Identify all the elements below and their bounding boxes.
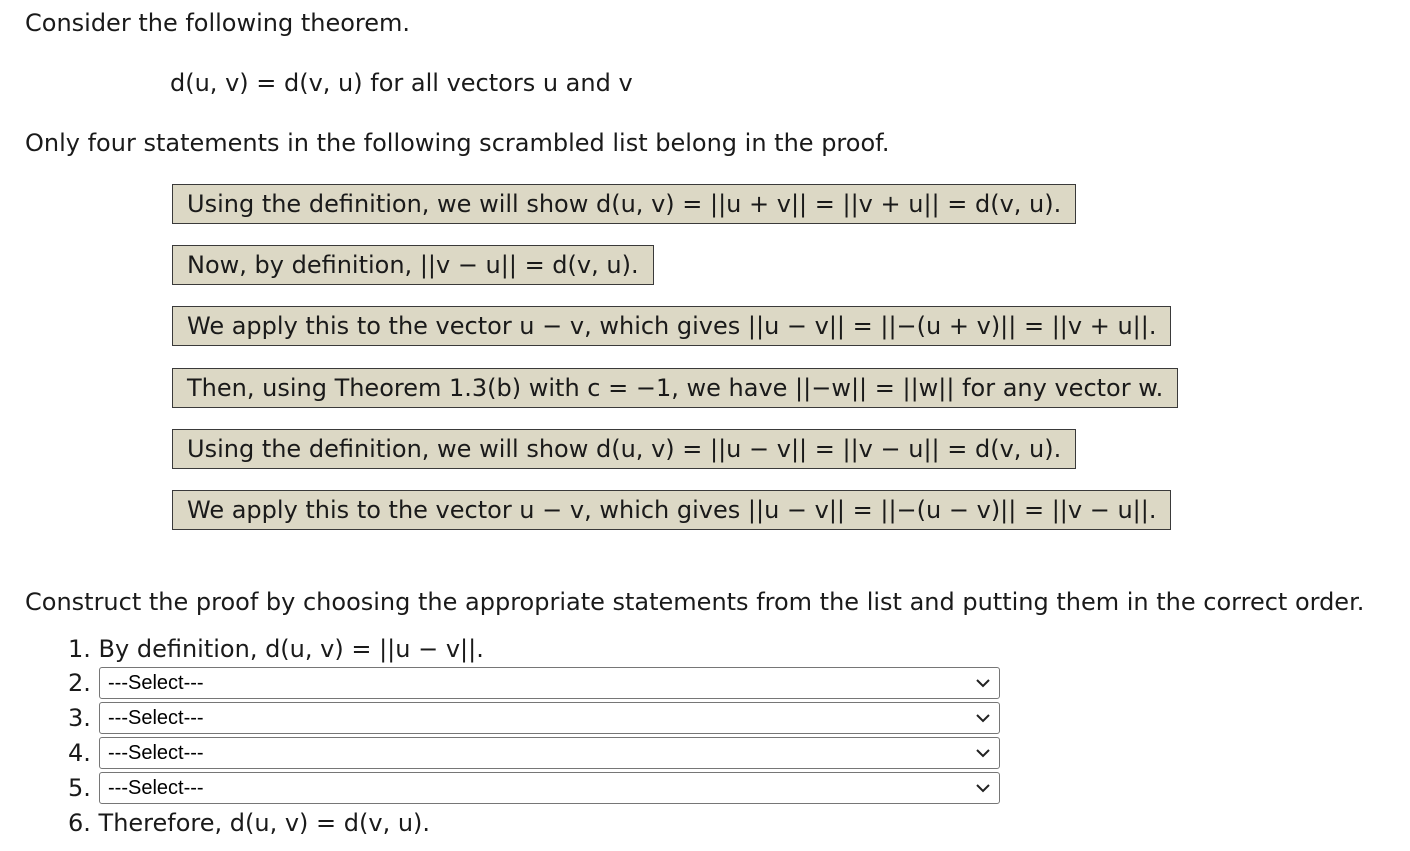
chevron-down-icon xyxy=(975,748,991,758)
proof-step-text: Therefore, d(u, v) = d(v, u). xyxy=(98,809,431,837)
proof-step-text: By definition, d(u, v) = ||u − v||. xyxy=(98,635,484,663)
proof-step-number: 3. xyxy=(68,704,91,732)
chevron-down-icon xyxy=(975,713,991,723)
construct-instructions: Construct the proof by choosing the appropriate statements from the list and putting them in the correct order. xyxy=(25,588,1365,616)
proof-step-1 xyxy=(68,633,484,665)
chevron-down-icon xyxy=(975,678,991,688)
proof-step-number: 4. xyxy=(68,739,91,767)
proof-step-4-select[interactable] xyxy=(99,737,1000,769)
theorem-statement: d(u, v) = d(v, u) for all vectors u and v xyxy=(170,69,633,97)
proof-step-6 xyxy=(68,807,430,839)
proof-step-3-select[interactable] xyxy=(99,702,1000,734)
proof-step-number: 2. xyxy=(68,669,91,697)
scrambled-statement: Now, by definition, ||v − u|| = d(v, u). xyxy=(172,245,654,285)
select-value: ---Select--- xyxy=(108,707,204,729)
select-value: ---Select--- xyxy=(108,672,204,694)
select-value: ---Select--- xyxy=(108,777,204,799)
select-value: ---Select--- xyxy=(108,742,204,764)
proof-step-number: 6. xyxy=(68,809,91,837)
intro-text: Consider the following theorem. xyxy=(25,9,411,37)
scrambled-statement: Using the definition, we will show d(u, v) = ||u − v|| = ||v − u|| = d(v, u). xyxy=(172,429,1076,469)
instructions-text: Only four statements in the following scrambled list belong in the proof. xyxy=(25,129,890,157)
chevron-down-icon xyxy=(975,783,991,793)
proof-step-number: 1. xyxy=(68,635,91,663)
proof-step-2-select[interactable] xyxy=(99,667,1000,699)
scrambled-statement: We apply this to the vector u − v, which gives ||u − v|| = ||−(u − v)|| = ||v − u||. xyxy=(172,490,1171,530)
scrambled-statement: Using the definition, we will show d(u, v) = ||u + v|| = ||v + u|| = d(v, u). xyxy=(172,184,1076,224)
proof-step-number: 5. xyxy=(68,774,91,802)
scrambled-statement: We apply this to the vector u − v, which gives ||u − v|| = ||−(u + v)|| = ||v + u||. xyxy=(172,306,1171,346)
proof-step-5-select[interactable] xyxy=(99,772,1000,804)
scrambled-statement: Then, using Theorem 1.3(b) with c = −1, we have ||−w|| = ||w|| for any vector w. xyxy=(172,368,1178,408)
